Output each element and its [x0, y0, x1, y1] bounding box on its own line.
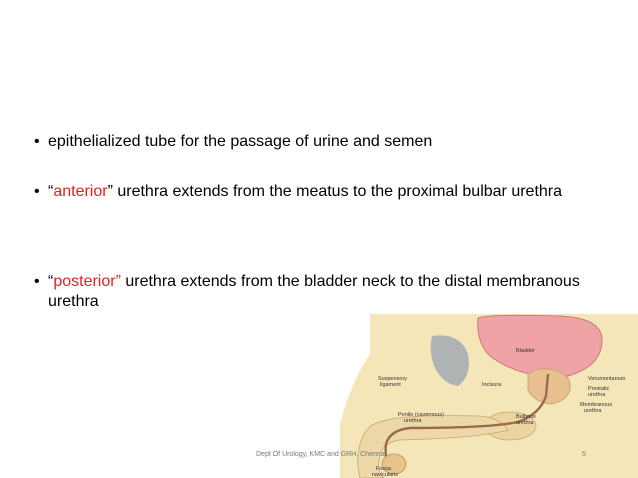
- label-bladder: Bladder: [516, 348, 535, 354]
- bullet-text: ” urethra extends from the meatus to the proximal bulbar urethra: [107, 183, 563, 200]
- label-prostatic-urethra: urethra: [588, 392, 606, 398]
- bullet-dot: •: [34, 183, 40, 200]
- label-fossa: Fossa: [376, 466, 391, 472]
- slide-footer: Dept Of Urology, KMC and GRH, Chennai: [256, 451, 387, 458]
- label-verumontanum: Verumontanum: [588, 376, 626, 382]
- bullet-dot: •: [34, 133, 40, 150]
- label-suspensory: Suspensory: [378, 376, 408, 382]
- bullet-dot: •: [34, 273, 40, 290]
- label-prostatic: Prostatic: [588, 386, 610, 392]
- bullet-item-2: [34, 182, 562, 202]
- highlight-posterior: posterior”: [53, 273, 121, 290]
- bullet-text-prefix: “: [48, 273, 54, 290]
- page-number: 5: [582, 451, 586, 458]
- label-membranous: Membranous: [580, 402, 613, 408]
- bullet-item-3: [34, 272, 594, 312]
- label-penile-urethra: urethra: [404, 418, 422, 424]
- label-suspensory-ligament: ligament: [380, 382, 401, 388]
- highlight-anterior: anterior: [53, 183, 108, 200]
- bullet-item-1: [34, 132, 432, 152]
- label-penile: Penile (cavernous): [398, 412, 444, 418]
- bullet-text-prefix: “: [48, 183, 54, 200]
- label-membranous-urethra: urethra: [584, 408, 602, 414]
- label-navicularis: navicularis: [372, 472, 398, 478]
- bullet-text: epithelialized tube for the passage of urine and semen: [48, 133, 433, 150]
- label-bulbous: Bulbous: [516, 414, 536, 420]
- bullet-text: urethra extends from the bladder neck to the distal membranous urethra: [48, 273, 580, 310]
- label-bulbous-urethra: urethra: [516, 420, 534, 426]
- label-incisura: Incisura: [482, 382, 502, 388]
